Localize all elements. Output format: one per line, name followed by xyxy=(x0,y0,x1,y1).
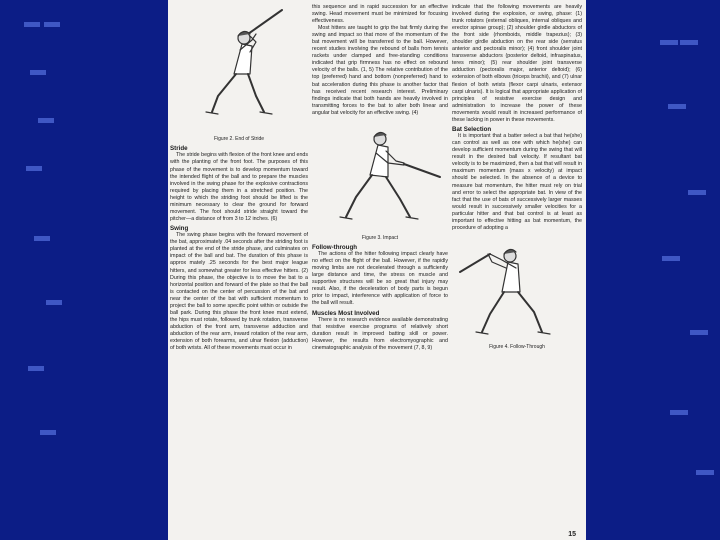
figure-impact xyxy=(312,117,448,242)
heading-muscles: Muscles Most Involved xyxy=(312,309,380,317)
paragraph-bat-selection: It is important that a batter select a bat that he(she) can control as well as one with which he(she) can develop sufficient momentum during the swing that will result in the desired ball velocity. If resultant bat velocity is to be maximized, then a bat that will result in maximum momentum (mass x velocity) at impact should be selected. In the absence of a device to measure bat momentum, the hitter must rely on trial and error to select the appropriate bat. In view of the fact that the use of bats of successively larger masses would result in successively smaller velocities for a particular hitter and that bat control is at least as important to effective hitting as bat momentum, the procedure of adopting a xyxy=(452,133,582,231)
paragraph-movements: indicate that the following movements are heavily involved during the explosion, or swing, phase: (1) trunk rotators (external obliques, internal obliques and erector spinae group); (2) shoulder girdle abductors of the front side (rhomboids, middle trapezius); (3) shoulder girdle abduction on the rear side (serratus anterior and pectoralis minor); (4) front shoulder joint transverse abductors (posterior deltoid, infraspinatus, teres minor); (5) rear shoulder joint transverse adduction (pectoralis major, anterior deltoid); (6) extension of both elbows (triceps brachii), and (7) ulnar flexion of both wrists (flexor carpi ulnaris, extensor carpi ulnaris). It is logical that appropriate application of principles of resistive exercise design and administration to increase the power of these movements would result in increased performance of these lacking in power in these movements. xyxy=(452,4,582,123)
figure-follow-through xyxy=(452,232,582,351)
paragraph-grip: Most hitters are taught to grip the bat firmly during the swing and impact so that more of the momentum of the bat movement will be transferred to the ball. However, recent studies involving the rebound of balls from tennis rackets under clamped and free-standing conditions indicated that grip firmness has no effect on rebound velocity of the balls. (1, 5) The relative contribution of the top (preferred) hand and bottom (nonpreferred) hand to bat acceleration during this phase is another factor that has received recent research interest. Preliminary findings indicate that both hands are heavily involved in transmitting forces to the bat to alter both linear and angular bat velocity for an effective swing. (4) xyxy=(312,25,448,116)
batter-follow-through-illustration xyxy=(452,232,582,344)
batter-stride-illustration xyxy=(170,4,308,136)
figure-caption: Figure 3. Impact xyxy=(361,234,399,241)
paragraph-follow-through: The actions of the hitter following impact clearly have no effect on the flight of the ball. However, if the rapidly moving limbs are not decelerated through a sufficiently large distance and time, the stress on muscle and supportive structures will be so great that injury may result. Also, if the deceleration of body parts is begun prior to impact, interference with application of force to the ball will result. xyxy=(312,251,448,307)
paragraph-stride: The stride begins with flexion of the front knee and ends with the planting of the front foot. The purposes of this phase of the movement is to develop momentum toward the intended flight of the ball and to prepare the muscles involved in the swing phase for the explosive contractions required by placing them in a stretched position. The height to which the striding foot should be lifted is the minimum necessary to clear the ground for forward movement. The foot should stride straight toward the pitcher—a distance of from 3 to 12 inches. (6) xyxy=(170,152,308,222)
paragraph-muscles: There is no research evidence available demonstrating that resistive exercise programs of relatively short duration result in improved batting skill or power. However, the results from electromyographic and cinematographic analysis of the movement (7, 8, 9) xyxy=(312,316,448,352)
column-middle xyxy=(312,4,448,352)
batter-impact-illustration xyxy=(312,117,448,235)
column-right xyxy=(452,4,582,351)
heading-swing: Swing xyxy=(170,224,189,232)
figure-caption: Figure 4. Follow-Through xyxy=(489,343,545,350)
paragraph-continued: this sequence and in rapid succession for an effective swing. Head movement must be minimized for focusing effectiveness. xyxy=(312,4,448,25)
figure-end-of-stride xyxy=(170,4,308,143)
heading-stride: Stride xyxy=(170,145,188,152)
heading-bat-selection: Bat Selection xyxy=(452,125,492,133)
figure-caption: Figure 2. End of Stride xyxy=(213,136,265,142)
heading-follow-through: Follow-through xyxy=(312,243,358,251)
document-page xyxy=(168,0,586,540)
column-left xyxy=(170,4,308,352)
paragraph-swing: The swing phase begins with the forward movement of the bat, approximately .04 seconds after the striding foot is planted at the end of the stride phase, and culminates on impact of the ball and bat. The duration of this phase is approx mately .25 seconds for the best major league hitters, and somewhat greater for less effective hitters. (2) During this phase, the objective is to move the bat to a horizontal position and forward of the plate so that the ball is contacted on the center of percussion of the bat and near the center of the bat with sufficient momentum to project the ball to some specific point within or outside the ball park. During this phase the front knee must extend, the hips must rotate, followed by trunk rotation, transverse abduction of the front arm, transverse adduction and abduction of the rear arm, inward rotation of the rear arm, extension of both forearms, and ulnar flexion (adduction) of both wrists. All of these movements must occur in xyxy=(170,232,308,352)
page-number: 15 xyxy=(568,531,576,538)
